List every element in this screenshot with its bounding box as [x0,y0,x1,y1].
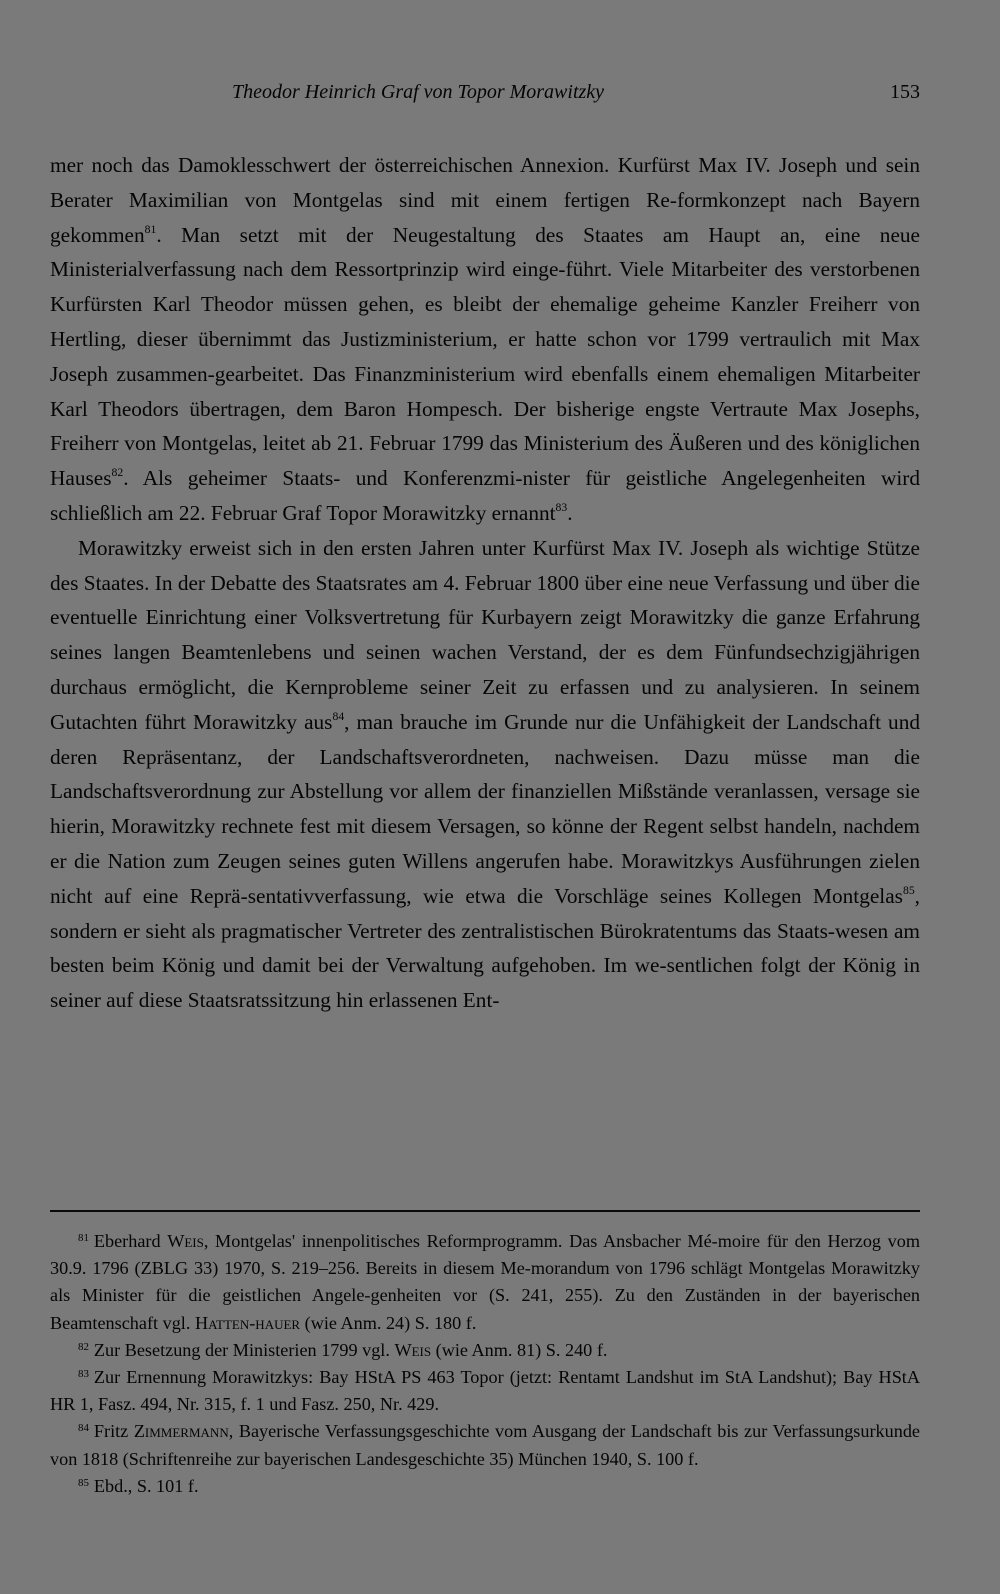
footnote-number: 83 [78,1368,89,1381]
footnote-number: 84 [78,1422,89,1435]
paragraph-1-text: mer noch das Damoklesschwert der österreichischen Annexion. Kurfürst Max IV. Joseph und sein Berater Maximilian von Montgelas sind mit einem fertigen Re-formkonzept nach Bayern gekommen [50,153,920,247]
author-name: Zimmermann [133,1421,229,1442]
paragraph-2 [50,531,920,1018]
body-text [50,148,920,1018]
paragraph-1-text: . Man setzt mit der Neugestaltung des Staates am Haupt an, eine neue Ministerialverfassung nach dem Ressortprinzip wird einge-führt. Viele Mitarbeiter des verstorbenen Kurfürsten Karl Theodor müssen gehen, es bleibt der ehemalige geheime Kanzler Freiherr von Hertling, dieser übernimmt das Justizministerium, er hatte schon vor 1799 vertraulich mit Max Joseph zusammen-gearbeitet. Das Finanzministerium wird ebenfalls einem ehemaligen Mitarbeiter Karl Theodors übertragen, dem Baron Hompesch. Der bisherige engste Vertraute Max Josephs, Freiherr von Montgelas, leitet ab 21. Februar 1799 das Ministerium des Äußeren und des königlichen Hauses [50,222,920,491]
footnote-number: 85 [78,1476,89,1489]
footnote-text: Zur Besetzung der Ministerien 1799 vgl. [93,1339,395,1360]
running-title: Theodor Heinrich Graf von Topor Morawitzky [232,81,605,103]
footnote-ref-82[interactable]: 82 [111,466,124,480]
footnote-number: 82 [78,1340,89,1353]
footnote-ref-84[interactable]: 84 [332,709,345,723]
paragraph-1 [50,148,920,531]
footnote-text: Eberhard [93,1231,168,1251]
author-name: Weis [167,1231,204,1251]
footnote-81 [50,1228,920,1337]
footnotes [50,1228,920,1500]
footnote-text: Fritz [93,1421,134,1442]
footnote-number: 81 [78,1232,89,1244]
footnote-84 [50,1418,920,1472]
footnote-divider [50,1210,920,1212]
footnote-82 [50,1337,920,1364]
footnote-85 [50,1473,920,1500]
footnote-text: , Montgelas' innenpolitisches Reformprogramm. Das Ansbacher Mé-moire für den Herzog vom 30.9. 1796 (ZBLG 33) 1970, S. 219–256. Bereits in diesem Me-morandum von 1796 schlägt Montgelas Morawitzky als Minister für die geistlichen Angele-genheiten vor (S. 241, 255). Zu den Zuständen in der bayerischen Beamtenschaft vgl. [50,1231,920,1333]
footnote-83 [50,1364,920,1418]
footnote-ref-83[interactable]: 83 [555,501,568,515]
paragraph-1-text: . [567,500,573,525]
footnote-text: (wie Anm. 81) S. 240 f. [431,1339,608,1360]
paragraph-2-text: Morawitzky erweist sich in den ersten Jahren unter Kurfürst Max IV. Joseph als wichtige Stütze des Staates. In der Debatte des Staatsrates am 4. Februar 1800 über eine neue Verfassung und über die eventuelle Einrichtung einer Volksvertretung für Kurbayern zeigt Morawitzky die ganze Erfahrung seines langen Beamtenlebens und seinen wachen Verstand, der es dem Fünfundsechzigjährigen durchaus ermöglicht, die Kernprobleme seiner Zeit zu erfassen und zu analysieren. In seinem Gutachten führt Morawitzky aus [50,535,920,734]
author-name: Hatten-hauer [194,1312,301,1333]
footnote-text: (wie Anm. 24) S. 180 f. [300,1312,477,1333]
paragraph-2-text: , man brauche im Grunde nur die Unfähigkeit der Landschaft und deren Repräsentanz, der Landschaftsverordneten, nachweisen. Dazu müsse man die Landschaftsverordnung zur Abstellung vor allem der finanziellen Mißstände veranlassen, versage sie hierin, Morawitzky rechnete fest mit diesem Versagen, so könne der Regent selbst handeln, nachdem er die Nation zum Zeugen seines guten Willens angerufen habe. Morawitzkys Ausführungen zielen nicht auf eine Reprä-sentativverfassung, wie etwa die Vorschläge seines Kollegen Montgelas [50,709,920,908]
footnote-text: Zur Ernennung Morawitzkys: Bay HStA PS 463 Topor (jetzt: Rentamt Landshut im StA Landshut); Bay HStA HR 1, Fasz. 494, Nr. 315, f. 1 und Fasz. 250, Nr. 429. [50,1367,920,1415]
page-number: 153 [890,81,920,103]
paragraph-2-text: , sondern er sieht als pragmatischer Vertreter des zentralistischen Bürokratentums das Staats-wesen am besten beim König und damit bei der Verwaltung aufgehoben. Im we-sentlichen folgt der König in seiner auf diese Staatsratssitzung hin erlassenen Ent- [50,883,920,1013]
footnote-ref-81[interactable]: 81 [144,222,157,236]
footnote-text: , Bayerische Verfassungsgeschichte vom Ausgang der Landschaft bis zur Verfassungsurkunde von 1818 (Schriftenreihe zur bayerischen Landesgeschichte 35) München 1940, S. 100 f. [50,1421,920,1469]
paragraph-1-text: . Als geheimer Staats- und Konferenzmi-nister für geistliche Angelegenheiten wird schließlich am 22. Februar Graf Topor Morawitzky ernannt [50,466,920,525]
author-name: Weis [394,1339,432,1360]
footnote-ref-85[interactable]: 85 [902,883,915,897]
footnote-text: Ebd., S. 101 f. [93,1475,199,1496]
